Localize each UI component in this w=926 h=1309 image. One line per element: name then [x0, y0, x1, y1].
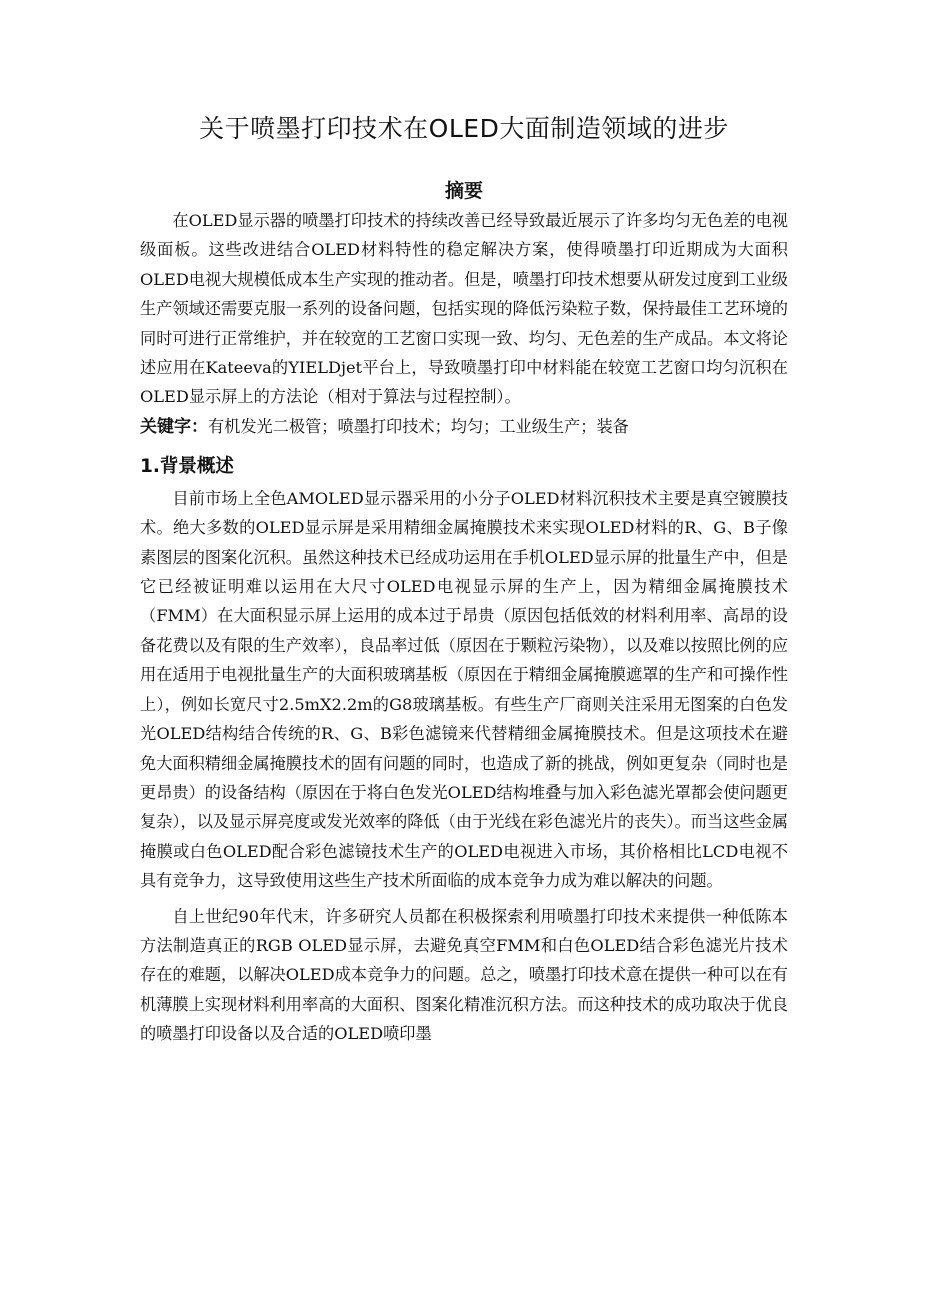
- keywords-value: 有机发光二极管；喷墨打印技术；均匀；工业级生产；装备: [208, 416, 629, 436]
- abstract-heading: 摘要: [444, 180, 483, 202]
- section-paragraph: 自上世纪90年代末，许多研究人员都在积极探索利用喷墨打印技术来提供一种低陈本方法制造真正的RGB OLED显示屏，去避免真空FMM和白色OLED结合彩色滤光片技术存在的难题，以解决OLED成本竞争力的问题。总之，喷墨打印技术意在提供一种可以在有机薄膜上实现材料利用率高的大面积、图案化精准沉积方法。而这种技术的成功取决于优良的喷墨打印设备以及合适的OLED喷印墨: [140, 906, 788, 1044]
- abstract-body: 在OLED显示器的喷墨打印技术的持续改善已经导致最近展示了许多均匀无色差的电视级面板。这些改进结合OLED材料特性的稳定解决方案，使得喷墨打印近期成为大面积OLED电视大规模低成本生产实现的推动者。但是，喷墨打印技术想要从研发过度到工业级生产领域还需要克服一系列的设备问题，包括实现的降低污染粒子数，保持最佳工艺环境的同时可进行正常维护，并在较宽的工艺窗口实现一致、均匀、无色差的生产成品。本文将论述应用在Kateeva的YIELDjet平台上，导致喷墨打印中材料能在较宽工艺窗口均匀沉积在OLED显示屏上的方法论（相对于算法与过程控制）。: [140, 211, 788, 407]
- section-paragraph: 目前市场上全色AMOLED显示器采用的小分子OLED材料沉积技术主要是真空镀膜技术。绝大多数的OLED显示屏是采用精细金属掩膜技术来实现OLED材料的R、G、B子像素图层的图案化沉积。虽然这种技术已经成功运用在手机OLED显示屏的批量生产中，但是它已经被证明难以运用在大尺寸OLED电视显示屏的生产上，因为精细金属掩膜技术（FMM）在大面积显示屏上运用的成本过于昂贵（原因包括低效的材料利用率、高昂的设备花费以及有限的生产效率），良品率过低（原因在于颗粒污染物），以及难以按照比例的应用在适用于电视批量生产的大面积玻璃基板（原因在于精细金属掩膜遮罩的生产和可操作性上），例如长宽尺寸2.5mX2.2m的G8玻璃基板。有些生产厂商则关注采用无图案的白色发光OLED结构结合传统的R、G、B彩色滤镜来代替精细金属掩膜技术。但是这项技术在避免大面积精细金属掩膜技术的固有问题的同时，也造成了新的挑战，例如更复杂（同时也是更昂贵）的设备结构（原因在于将白色发光OLED结构堆叠与加入彩色滤光罩都会使问题更复杂），以及显示屏亮度或发光效率的降低（由于光线在彩色滤光片的丧失）。而当这些金属掩膜或白色OLED配合彩色滤镜技术生产的OLED电视进入市场，其价格相比LCD电视不具有竞争力，这导致使用这些生产技术所面临的成本竞争力成为难以解决的问题。: [140, 488, 788, 891]
- keywords-line: [140, 412, 788, 442]
- document-page: [140, 112, 788, 1049]
- keywords-label: 关键字：: [140, 416, 208, 437]
- section-heading-background: 1.背景概述: [140, 455, 234, 477]
- document-title: 关于喷墨打印技术在OLED大面制造领域的进步: [199, 114, 729, 143]
